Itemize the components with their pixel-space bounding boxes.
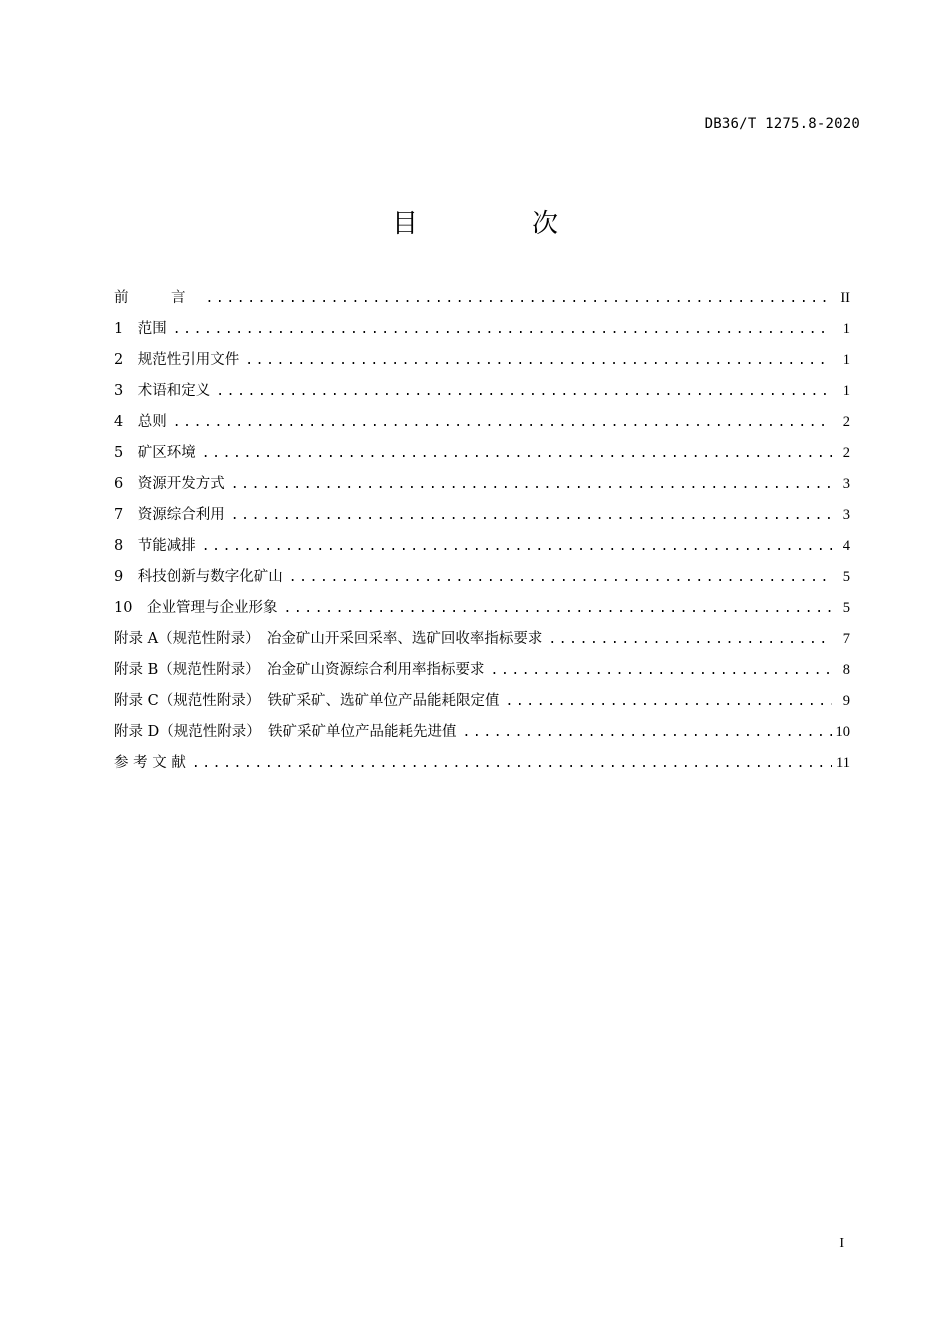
toc-leader-dots [548,628,832,652]
toc-leader-dots [173,411,832,435]
toc-entry-energy-saving[interactable] [114,534,850,565]
toc-entry-enterprise-management[interactable] [114,596,850,627]
toc-entry-page: 1 [842,321,850,337]
toc-entry-page: 3 [842,476,850,492]
toc-entry-appendix-b[interactable] [114,658,850,689]
toc-entry-development-method[interactable] [114,472,850,503]
toc-entry-digital-mine[interactable] [114,565,850,596]
page-title: 目 次 [391,209,602,239]
toc-entry-page: 5 [842,569,850,585]
toc-entry-label: 参 考 文 献 [114,755,186,771]
toc-leader-dots [491,659,832,683]
toc-entry-label: 5 矿区环境 [114,445,196,461]
toc-leader-dots [283,597,832,621]
toc-leader-dots [462,721,831,745]
toc-leader-dots [192,752,832,776]
toc-entry-label: 7 资源综合利用 [114,507,225,523]
toc-entry-mine-environment[interactable] [114,441,850,472]
toc-entry-page: 1 [842,352,850,368]
toc-entry-bibliography[interactable] [114,751,850,782]
toc-entry-page: 5 [842,600,850,616]
toc-leader-dots [173,318,832,342]
toc-entry-label: 1 范围 [114,321,167,337]
toc-entry-page: 2 [842,414,850,430]
toc-entry-terms-definitions[interactable] [114,379,850,410]
toc-entry-page: 10 [835,724,850,740]
toc-entry-appendix-d[interactable] [114,720,850,751]
toc-entry-page: 7 [842,631,850,647]
toc-entry-label: 9 科技创新与数字化矿山 [114,569,283,585]
toc-entry-page: 8 [842,662,850,678]
toc-leader-dots [505,690,832,714]
toc-entry-label: 附录 A（规范性附录） 冶金矿山开采回采率、选矿回收率指标要求 [114,631,543,647]
toc-entry-page: 9 [842,693,850,709]
toc-entry-page: 1 [842,383,850,399]
toc-entry-foreword[interactable] [114,286,850,317]
toc-leader-dots [231,473,832,497]
toc-entry-label: 2 规范性引用文件 [114,352,240,368]
toc-entry-page: II [840,290,850,306]
page-number: I [839,1236,844,1251]
toc-leader-dots [206,287,833,311]
toc-leader-dots [202,535,832,559]
toc-leader-dots [245,349,832,373]
standard-code: DB36/T 1275.8-2020 [704,116,860,132]
toc-entry-label: 3 术语和定义 [114,383,211,399]
toc-entry-resource-utilization[interactable] [114,503,850,534]
toc-entry-page: 3 [842,507,850,523]
toc-leader-dots [289,566,832,590]
toc-entry-label: 前 言 [114,290,200,306]
toc-entry-label: 附录 C（规范性附录） 铁矿采矿、选矿单位产品能耗限定值 [114,693,500,709]
toc-entry-label: 6 资源开发方式 [114,476,225,492]
toc-entry-label: 附录 D（规范性附录） 铁矿采矿单位产品能耗先进值 [114,724,457,740]
toc-entry-appendix-c[interactable] [114,689,850,720]
toc-entry-general[interactable] [114,410,850,441]
table-of-contents [114,286,850,782]
toc-leader-dots [202,442,832,466]
toc-entry-page: 4 [842,538,850,554]
toc-entry-label: 8 节能减排 [114,538,196,554]
toc-entry-normative-references[interactable] [114,348,850,379]
toc-entry-scope[interactable] [114,317,850,348]
toc-leader-dots [231,504,832,528]
toc-leader-dots [216,380,832,404]
toc-entry-page: 11 [836,755,850,771]
toc-entry-label: 4 总则 [114,414,167,430]
toc-entry-appendix-a[interactable] [114,627,850,658]
toc-entry-label: 10 企业管理与企业形象 [114,600,278,616]
toc-entry-label: 附录 B（规范性附录） 冶金矿山资源综合利用率指标要求 [114,662,485,678]
toc-entry-page: 2 [842,445,850,461]
